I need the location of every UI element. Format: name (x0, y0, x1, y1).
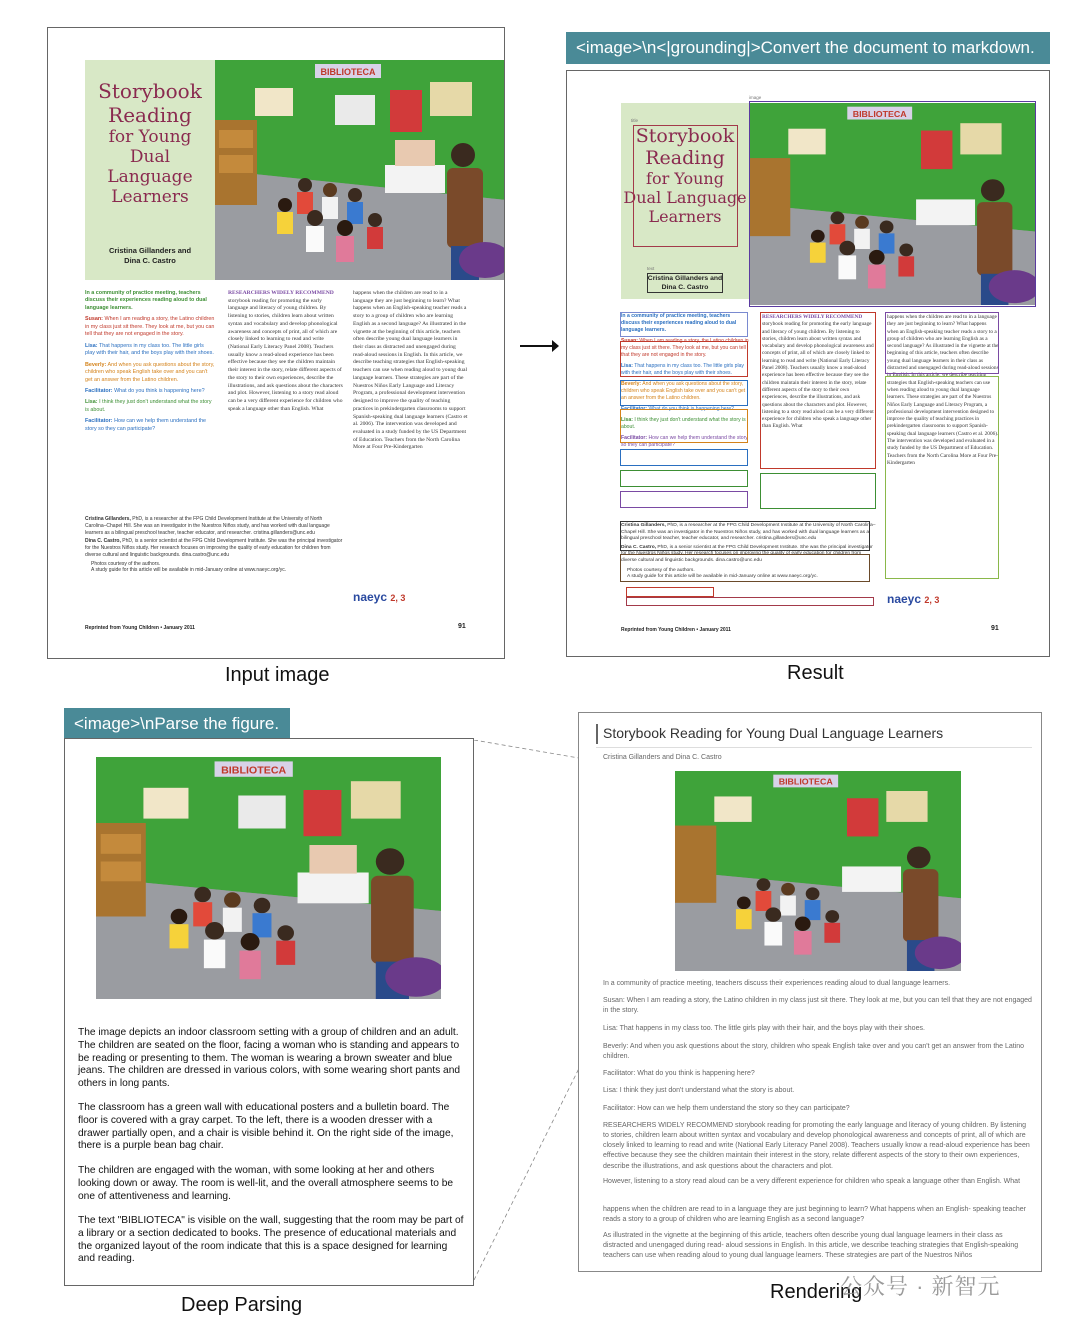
quote-speaker: Lisa: (85, 399, 98, 406)
rendered-figure (675, 771, 961, 971)
box-label: image (749, 95, 762, 100)
grounding-box-text (620, 341, 748, 377)
column-text: storybook reading for promoting the early language and literacy of young children. By listening to stories, children learn about written syntax and vocabulary and develop phonological awareness and concepts of print, all of which are closely linked to learning to read and write (National Early Literacy Panel 2008). Teachers usually know a read-aloud experience has been effective because they see the children maintain their interest in the story, relate different aspects of the story to their own experiences, describe the illustrations, and ask questions about the characters and plot. However, listening to a story read aloud can be a very different experience for children who speak a language other than English. What (228, 297, 343, 412)
grounding-box-text (760, 312, 876, 469)
title-divider (596, 747, 1032, 748)
quote-speaker: Beverly: (85, 361, 107, 368)
prompt-banner-result: <image>\n<|grounding|>Convert the document to markdown. (566, 32, 1050, 64)
bio-item (85, 538, 343, 558)
bio-text: PhD, is a researcher at the FPG Child Development Institute at the University of North Carolina–Chapel Hill. She was an investigator in the Nuestros Niños study, and has worked with dual language learners as a bilingual preschool teacher, teacher educator, and researcher. cristina.gillanders@unc.edu (85, 516, 330, 536)
biblioteca-sign: BIBLIOTECA (778, 776, 833, 787)
grounding-box-text (626, 587, 714, 597)
render-line: Facilitator: What do you think is happening here? (603, 1070, 755, 1077)
column-heading: RESEARCHERS WIDELY RECOMMEND (228, 290, 334, 296)
parsed-figure (96, 757, 441, 999)
render-title: Storybook Reading for Young Dual Language Learners (603, 725, 944, 741)
render-line: In a community of practice meeting, teachers discuss their experiences reading aloud to dual language learners. (603, 980, 951, 987)
naeyc-word: naeyc (887, 592, 922, 606)
intro-text: In a community of practice meeting, teachers discuss their experiences reading aloud to dual language learners. (621, 313, 737, 334)
naeyc-number: 2, 3 (390, 593, 406, 603)
book-title-line: for Young (108, 127, 192, 148)
page-number: 91 (991, 625, 999, 632)
reprint-note: Reprinted from Young Children • January 2011 (85, 625, 195, 631)
classroom-photo-art (215, 60, 505, 280)
render-line: Susan: When I am reading a story, the Latino children in my class just sit there. They look at me, but you can tell that they are not engaged in the story. (603, 997, 1032, 1015)
naeyc-logo (887, 592, 939, 606)
biblioteca-sign: BIBLIOTECA (852, 109, 907, 119)
grounding-box-text (620, 449, 748, 466)
grounding-box-text (620, 380, 748, 406)
quote-speaker: Lisa: (621, 417, 633, 424)
quote-speaker: Susan: (85, 316, 103, 323)
photo-credit: Photos courtesy of the authors. (627, 567, 695, 573)
quote-text: What do you think is happening here? (114, 387, 205, 394)
author-line: Dina C. Castro (661, 283, 709, 291)
quote-speaker: Facilitator: (85, 418, 113, 425)
description-paragraph: The classroom has a green wall with educational posters and a bulletin board. The floor is covered with a gray carpet. To the left, there is a wooden dresser with a drawer partially open, and a chair is visible behind it. On the right side of the image, there is a purple bean bag chair. (78, 1102, 454, 1152)
bio-name: Dina C. Castro, (85, 538, 121, 545)
study-guide: A study guide for this article will be available in mid-January online at www.naeyc.org/yc. (91, 567, 287, 574)
body-column-2 (228, 290, 343, 414)
author-line: Cristina Gillanders and (108, 246, 192, 255)
grounding-box-text (626, 597, 874, 606)
render-authors: Cristina Gillanders and Dina C. Castro (603, 754, 722, 761)
grounding-box-text (620, 554, 870, 582)
book-title-line: Learners (648, 206, 722, 226)
bio-name: Cristina Gillanders, (621, 523, 666, 528)
study-guide: A study guide for this article will be available in mid-January online at www.naeyc.org/yc. (627, 574, 818, 580)
bio-item (85, 516, 343, 536)
quote-item (85, 343, 215, 358)
classroom-photo-art (96, 757, 441, 999)
quote-text: How can we help them understand the story so they can participate? (621, 435, 748, 449)
quote-item (85, 362, 215, 384)
grounding-box-text (885, 312, 999, 374)
bio-name: Dina C. Castro, (621, 544, 657, 550)
watermark: 公众号 · 新智元 (840, 1274, 1001, 1299)
render-line: RESEARCHERS WIDELY RECOMMEND storybook reading for promoting the early language and literacy of young children. By listening to stories, children learn about written syntax and vocabulary and develop phonological awareness and concepts of print, all of which are closely linked to learning to read and write (National Early Literacy Panel 2008). Teachers usually know a read-aloud experience has been effective because they see the children maintain their interest in the story, relate different aspects of the story to their own experiences, describe the illustrations, and ask questions about the characters and plot. (603, 1122, 1030, 1170)
render-line: Facilitator: How can we help them understand the story so they can participate? (603, 1105, 850, 1112)
column-text: happens when the children are read to in a language they are just beginning to learn? What happens when an English-speaking teacher reads a story to a group of children who are learning English as a second language? As illustrated in the vignette at the beginning of this article, teachers often describe young dual language learners in their class as distracted and unengaged during read-aloud sessions in English. In this article, we describe teaching strategies that English-speaking teachers can use when reading aloud to young dual language learners. These strategies are part of the Nuestros Niños Early Language and Literacy Program, a professional development intervention designed to improve the quality of teaching practices in prekindergarten classrooms to support Spanish-speaking dual language learners (Castro et al. 2006). The intervention was developed and evaluated in a study funded by the US Department of Education. Teachers from the North Carolina More at Four Pre-Kindergarten (887, 314, 999, 466)
quote-text: That happens in my class too. The little girls play with their hair, and the boys play with their shoes. (621, 363, 744, 377)
rendering-panel (578, 712, 1042, 1272)
quote-text: And when you ask questions about the story, children who speak English take over and you can't get an answer from the Latino children. (621, 381, 746, 402)
grounding-box-text (620, 491, 748, 508)
book-title-line: Storybook (98, 79, 202, 103)
deep-parsing-panel (64, 738, 474, 1286)
input-page (48, 28, 505, 659)
title-rule (596, 724, 598, 744)
classroom-photo (215, 60, 505, 280)
box-label: title (631, 118, 639, 123)
quote-item (85, 418, 215, 433)
book-title-line: Learners (111, 187, 189, 208)
input-image-panel (47, 27, 505, 659)
quote-speaker: Lisa: (621, 363, 633, 370)
caption-result: Result (787, 662, 844, 684)
grounding-box-text (620, 409, 748, 443)
body-column-3 (353, 290, 468, 452)
prompt-banner-deep: <image>\nParse the figure. (64, 708, 290, 740)
bio-text: PhD, is a researcher at the FPG Child Development Institute at the University of North Carolina–Chapel Hill. She was an investigator in the Nuestros Niños study, and has worked with dual language learners as a bilingual preschool teacher, teacher educator, and researcher. cristina.gillanders@unc.edu (621, 523, 876, 542)
grounding-box-authors (647, 273, 723, 293)
quote-item (85, 316, 215, 338)
grounding-box-text (620, 470, 748, 487)
bio-name: Cristina Gillanders, (85, 516, 131, 522)
bio-text: PhD, is a senior scientist at the FPG Child Development Institute. She was the principal investigator for the Nuestros Niños study. Her research focuses on improving the quality of early education for children from diverse cultural and linguistic backgrounds. dina.castro@unc.edu (621, 544, 873, 564)
quote-text: When I am reading a story, the Latino children in my class just sit there. They look at me, but you can tell that they are not engaged in the story. (621, 338, 749, 359)
grounding-box-text (760, 473, 876, 509)
bio-block (85, 516, 343, 574)
render-line: Beverly: And when you ask questions about the story, children who speak English take over and you can't get an answer from the Latino children. (603, 1043, 1025, 1061)
quote-text: That happens in my class too. The little girls play with their hair, and the boys play with their shoes. (85, 342, 214, 357)
column-heading: RESEARCHERS WIDELY RECOMMEND (762, 314, 863, 320)
book-title-line: for Young (646, 168, 724, 188)
photo-credit: Photos courtesy of the authors. (91, 560, 161, 567)
reprint-note: Reprinted from Young Children • January 2011 (621, 627, 731, 633)
description-paragraph: The text "BIBLIOTECA" is visible on the wall, suggesting that the room may be part of a library or a section dedicated to books. The presence of educational materials and the organized layout of the room indicate that this is a space designed for learning and reading. (78, 1215, 464, 1265)
biblioteca-sign: BIBLIOTECA (221, 765, 287, 777)
naeyc-number: 2, 3 (924, 595, 940, 605)
quote-item (85, 399, 215, 414)
bio-text: PhD, is a senior scientist at the FPG Child Development Institute. She was the principal investigator for the Nuestros Niños study. Her research focuses on improving the quality of early education for children from diverse cultural and linguistic backgrounds. dina.castro@unc.edu (85, 538, 343, 558)
render-line: happens when the children are read to in a language they are just beginning to learn? What happens when an English- speaking teacher reads a story to a group of children who are learning English as a second language? (603, 1206, 1027, 1224)
caption-rendering: Rendering (770, 1281, 863, 1303)
book-title-line: Dual Language (623, 187, 747, 207)
biblioteca-sign: BIBLIOTECA (320, 67, 376, 77)
quote-text: And when you ask questions about the story, children who speak English take over and you can't get an answer from the Latino children. (85, 361, 215, 383)
quote-text: How can we help them understand the story so they can participate? (85, 418, 207, 432)
quote-text: When I am reading a story, the Latino children in my class just sit there. They look at me, but you can tell that they are not engaged in the story. (85, 316, 215, 338)
book-title-line: Reading (108, 102, 192, 127)
book-title-line: Dual Language (107, 147, 193, 188)
grounding-box-text (885, 376, 999, 579)
render-line: However, listening to a story read aloud can be a very different experience for children who speak a language other than English. What (603, 1178, 1021, 1185)
quote-text: I think they just don't understand what the story is about. (621, 417, 746, 431)
description-paragraph: The image depicts an indoor classroom setting with a group of children and an adult. The children are seated on the floor, facing a woman who is standing and appears to be reading or presenting to them. The woman is wearing a brown sweater and blue jeans. The children are dressed in various colors, with some wearing short pants and others in long pants. (78, 1027, 461, 1089)
book-title-line: Reading (645, 147, 725, 170)
quote-speaker: Facilitator: (621, 406, 648, 413)
result-page (567, 71, 1050, 657)
naeyc-logo (353, 590, 405, 604)
column-text: happens when the children are read to in a language they are just beginning to learn? What happens when an English-speaking teacher reads a story to a group of children who are learning English as a second language? As illustrated in the vignette at the beginning of this article, teachers often describe young dual language learners in their class as distracted and unengaged during read-aloud sessions in English. In this article, we describe teaching strategies that English-speaking teachers can use when reading aloud to young dual language learners. These strategies are part of the Nuestros Niños Early Language and Literacy Program, a professional development intervention designed to improve the quality of teaching practices in prekindergarten classrooms to support Spanish-speaking dual language learners (Castro et al. 2006). The intervention was developed and evaluated in a study funded by the US Department of Education. Teachers from the North Carolina More at Four Pre-Kindergarten (353, 290, 468, 451)
grounding-box-image (749, 101, 1036, 307)
naeyc-word: naeyc (353, 590, 388, 604)
arrow-right-icon (518, 336, 560, 356)
render-line: As illustrated in the vignette at the beginning of this article, teachers often describe young dual language learners in their class as distracted and unengaged during read- aloud sessions in English. In this article, we describe teaching strategies that English-speaking teachers can use when reading aloud to young dual language learners. These strategies are part of the Nuestros Niños (603, 1232, 1019, 1260)
caption-input: Input image (225, 664, 330, 686)
box-label: text (647, 266, 655, 271)
render-line: Lisa: I think they just don't understand what the story is about. (603, 1087, 795, 1094)
intro-column (85, 290, 215, 437)
quote-speaker: Susan: (621, 338, 638, 345)
intro-text: In a community of practice meeting, teachers discuss their experiences reading aloud to dual language learners. (85, 290, 207, 311)
quote-item (85, 388, 215, 395)
caption-deep-parsing: Deep Parsing (181, 1294, 303, 1316)
authors (85, 246, 215, 266)
page-number: 91 (458, 623, 466, 630)
quote-speaker: Beverly: (621, 381, 642, 388)
author-line: Cristina Gillanders and (647, 275, 723, 282)
grounding-box-text (620, 312, 748, 337)
quote-speaker: Lisa: (85, 342, 98, 349)
result-panel (566, 70, 1050, 657)
grounding-box-text (620, 521, 870, 551)
quote-speaker: Facilitator: (621, 435, 648, 442)
render-line: Lisa: That happens in my class too. The little girls play with their hair, and the boys play with their shoes. (603, 1025, 925, 1032)
description-paragraph: The children are engaged with the woman, with some looking at her and others looking down or away. The room is well-lit, and the overall atmosphere seems to be one of attentiveness and learning. (78, 1165, 454, 1202)
quote-text: What do you think is happening here? (648, 406, 734, 413)
author-line: Dina C. Castro (124, 255, 176, 265)
quote-speaker: Facilitator: (85, 387, 113, 394)
book-title-line: Storybook (635, 125, 735, 147)
book-title (85, 80, 215, 207)
grounding-box-title (633, 125, 738, 247)
quote-text: I think they just don't understand what the story is about. (85, 399, 212, 413)
classroom-photo-art (675, 771, 961, 971)
column-text: storybook reading for promoting the early language and literacy of young children. By listening to stories, children learn about written syntax and vocabulary and develop phonological awareness and concepts of print, all of which are closely linked to learning to read and write (National Early Literacy Panel 2008). Teachers usually know a read-aloud experience has been effective because they see the children maintain their interest in the story, relate different aspects of the story to their own experiences, describe the illustrations, and ask questions about the characters and plot. However, listening to a story read aloud can be a very different experience for children who speak a language other than English. What (762, 321, 874, 430)
